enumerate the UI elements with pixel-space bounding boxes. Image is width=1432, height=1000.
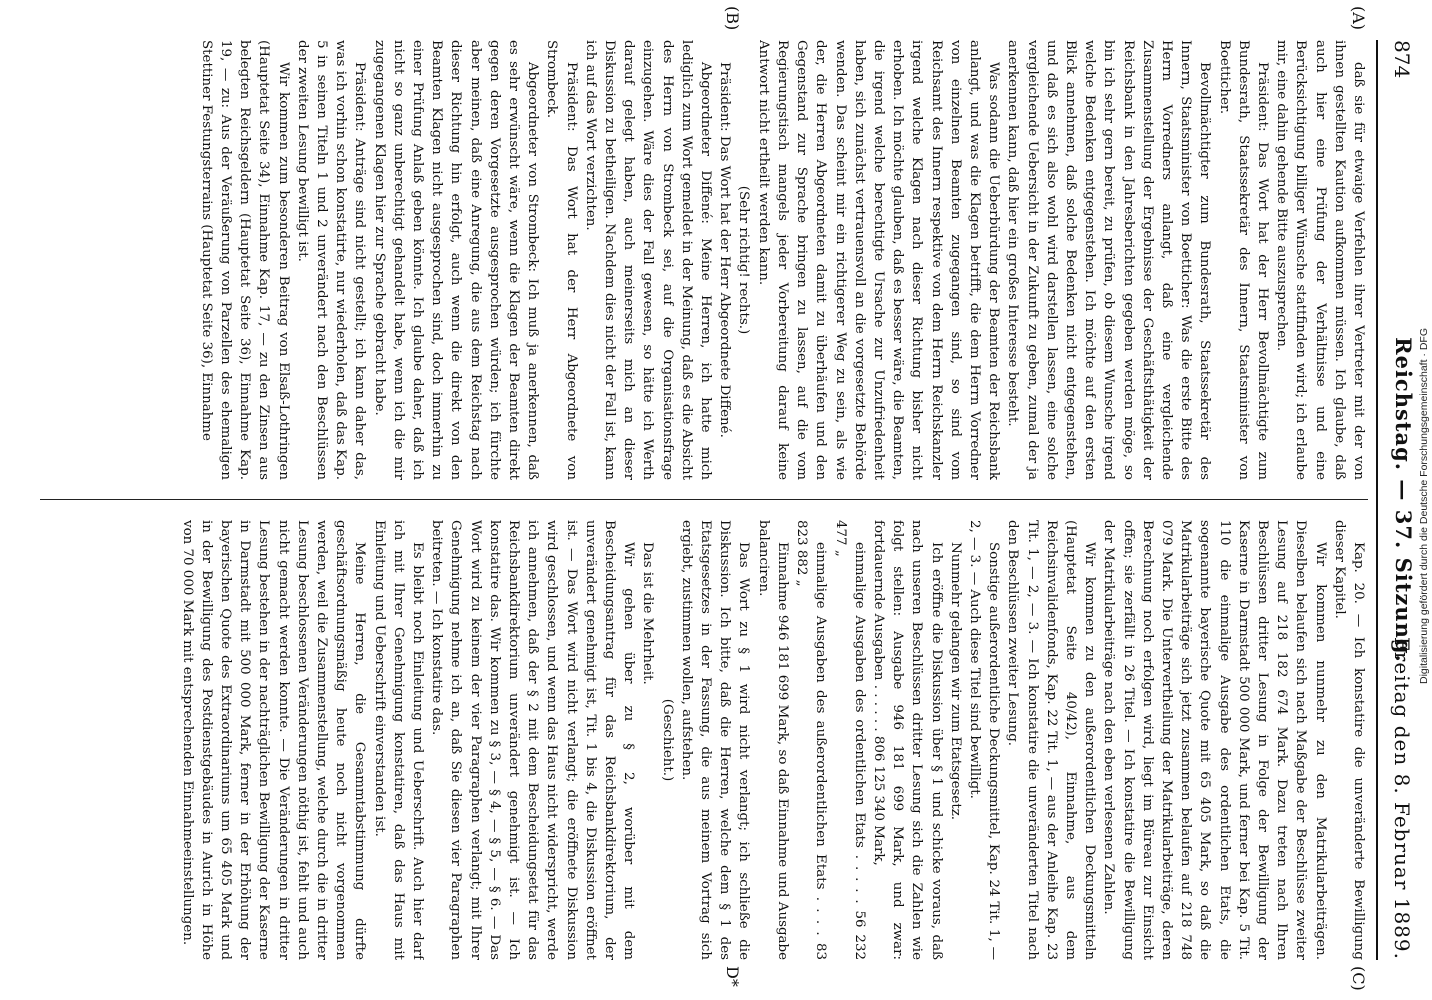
right-paragraph: Meine Herren, die Gesammtabstimmung dürfte geschäftsordnungsmäßig heute noch nicht vorgenommen werden, weil die Zusammenstellung, welche durch die in dritter Lesung beschlossenen Veränderungen nöthig ist, fehlt und auch nicht gemacht werden konnte. — Die Veränderungen in dritter Lesung bestehen in der nachträglichen Bewilligung der Kaserne in Darmstadt mit 500 000 Mark, ferner in der Erhöhung der bayerischen Quote des Extraordinariums um 65 405 Mark und in der Bewilligung des Postdienstgebäudes in Aurich in Höhe von 70 000 Mark mit entsprechenden Einnahmeeinstellungen. — [179, 520, 368, 960]
right-paragraph: Wir gehen über zu § 2, worüber mit dem Bescheidungsantrag für das Reichsbankdirektorium, der unverändert genehmigt ist, Tit. 1 bis 4, die Diskussion eröffnet ist. — Das Wort wird nicht verlangt; die eröffnete Diskussion wird geschlossen, und wenn das Haus nicht widerspricht, werde ich annehmen, daß der § 2 mit dem Bescheidungsetat für das Reichsbankdirektorium unverändert genehmigt ist. — Ich konstatire das. Wir kommen zu § 3, — § 4, — § 5, — § 6. — Das Wort wird zu keinem der vier Paragraphen verlangt; mit Ihrer Genehmigung nehme ich an, daß Sie diesen vier Paragraphen beitreten. — Ich konstatire das. — [429, 520, 637, 960]
page-number: 874 — [1390, 40, 1414, 79]
page-header — [1376, 40, 1418, 960]
left-paragraph: Abgeordneter von Strombeck: Ich muß ja anerkennen, daß es sehr erwünscht wäre, wenn die Klagen der Beamten direkt gegen deren Vorgesetzte ausgesprochen würden; ich fürchte aber meinen, daß eine Anregung, die aus dem Reichstag nach dieser Richtung hin erfolgt, auch wenn die direkt von den Beamten Klagen nicht ausgesprochen sind, doch immerhin zu einer Prüfung Anlaß geben könnte. Ich glaube daher, daß ich nicht so ganz unberechtigt gehandelt habe, wenn ich die mir zugegangenen Klagen hier zur Sprache gebracht habe. — [371, 40, 541, 480]
right-paragraph: Es bleibt noch Einleitung und Ueberschrift. Auch hier darf ich mit Ihrer Genehmigung konstatiren, daß das Haus mit Einleitung und Ueberschrift einverstanden ist. — [371, 520, 426, 960]
right-paragraph: Das ist die Mehrheit. — [640, 542, 656, 685]
left-column — [30, 40, 1368, 480]
right-paragraph: Ich eröffne die Diskussion über § 1 und schicke voraus, daß nach unseren Beschlüssen dritter Lesung sich die Zahlen wie folgt stellen: Ausgabe 946 181 699 Mark, und zwar: fortdauernde Ausgaben . . . . . . 806 125 340 Mark, — [870, 520, 944, 960]
margin-marker-d: D* — [723, 966, 742, 987]
right-paragraph: Nunmehr gelangen wir zum Etatsgesetz. — [947, 542, 963, 821]
session-title: Reichstag. — 37. Sitzung. — [1391, 337, 1416, 663]
right-paragraph: Kap. 20. — Ich konstatire die unveränderte Bewilligung dieser Kapitel. — [1331, 520, 1366, 960]
left-paragraph: Präsident: Anträge sind nicht gestellt; ich kann daher das, was ich vorhin schon konstatirte, nur wiederholen, daß das Kap. 5 in seinen Titeln 1 und 2 unverändert nach den Beschlüssen der zweiten Lesung bewilligt ist. — [294, 40, 368, 480]
left-paragraph: Präsident: Das Wort hat der Herr Bevollmächtigte zum Bundesrath, Staatssekretär des Innern, Staatsminister von Boetticher. — [1216, 40, 1270, 480]
left-paragraph: Abgeordneter Diffené: Meine Herren, ich hatte mich lediglich zum Wort gemeldet in der Meinung, daß es die Absicht des Herrn von Strombeck sei, auf die Organisationsfrage einzugehen. Wäre dies der Fall gewesen, so hätte ich Werth darauf gelegt haben, auch meinerseits mich an dieser Diskussion zu betheiligen. Nachdem dies nicht der Fall ist, kann ich auf das Wort verzichten. — [582, 40, 714, 480]
margin-marker-b: (B) — [723, 6, 742, 31]
column-divider — [40, 499, 1368, 500]
credit-text: Digitalisierung gefördert durch die Deutsche Forschungsgemeinschaft · DFG — [1418, 328, 1430, 685]
left-paragraph: daß sie für etwaige Verfehlen ihrer Vertreter mit der von ihnen gestellten Kaution aufkommen müssen. Ich glaube, daß auch hier eine Prüfung der Verhältnisse und eine Berücksichtigung billiger Wünsche stattfinden wird; ich erlaube mir, eine dahin gehende Bitte auszusprechen. — [1274, 40, 1366, 480]
right-paragraph: (Geschieht.) — [659, 698, 675, 782]
right-paragraph: Einnahme 946 181 699 Mark, so daß Einnahme und Ausgabe balanciren. — [755, 520, 790, 960]
margin-marker-a: (A) — [1349, 6, 1368, 31]
right-column — [30, 520, 1368, 960]
left-paragraph: (Sehr richtig! rechts.) — [736, 185, 752, 335]
left-paragraph: Bevollmächtigter zum Bundesrath, Staatssekretär des Innern, Staatsminister von Boetticher: Was die erste Bitte des Herrn Vorredners anlangt, daß eine vergleichende Zusammenstellung der Ergebnisse der Geschäftsthätigkeit der Reichsbank in den Jahresberichten gegeben werden möge, so bin ich sehr gern bereit, zu prüfen, ob diesem Wunsche irgend welche Bedenken entgegenstehen. Ich möchte auf den ersten Blick annehmen, daß solche Bedenken nicht entgegenstehen, und daß es sich also wohl wird darstellen lassen, eine solche vergleichende Uebersicht in der Zukunft zu geben, zumal der ja anerkennen kann, daß hier ein großes Interesse besteht. — [1005, 40, 1213, 480]
right-paragraph: Wir kommen nunmehr zu den Matrikularbeiträgen. Dieselben belaufen sich nach Maßgabe der Beschlüsse zweiter Lesung auf 218 182 674 Mark. Dazu treten nach Ihren Beschlüssen dritter Lesung in Folge der Bewilligung der Kaserne in Darmstadt 500 000 Mark, und ferner bei Kap. 5 Tit. 110 die einmalige Ausgabe des ordentlichen Etats, die sogenannte bayerische Quote mit 65 405 Mark, so daß die Matrikularbeiträge sich jetzt zusammen belaufen auf 218 748 079 Mark. Die Untervertheilung der Matrikularbeiträge, deren Berechnung noch erfolgen wird, liegt im Büreau zur Einsicht offen; sie zerfällt in 26 Titel. — Ich konstatire die Bewilligung der Matrikularbeiträge nach den eben verlesenen Zahlen. — [1101, 520, 1328, 960]
session-date: Freitag den 8. Februar 1889. — [1390, 636, 1414, 960]
left-paragraph: Präsident: Das Wort hat der Herr Abgeordnete von Strombeck. — [544, 40, 579, 480]
right-paragraph: einmalige Ausgaben des außerordentlichen Etats . . . . 83 823 882 „ — [794, 520, 829, 960]
left-paragraph: Wir kommen zum besonderen Beitrag von Elsaß-Lothringen (Hauptetat Seite 34), Einnahme Kap. 17, — zu den Zinsen aus belegten Reichsgeldern (Hauptetat Seite 36), Einnahme Kap. 19, — zu: Aus der Veräußerung von Parzellen des ehemaligen Stettiner Festungsterrains (Hauptetat Seite 36), Einnahme — [198, 40, 291, 480]
right-paragraph: Das Wort zu § 1 wird nicht verlangt; ich schließe die Diskussion. Ich bitte, daß die Herren, welche dem § 1 des Etatsgesetzes in der Fassung, die aus meinem Vortrag sich ergiebt, zustimmen wollen, aufstehen. — [678, 520, 752, 960]
right-paragraph: einmalige Ausgaben des ordentlichen Etats . . . . . 56 232 477 „ — [832, 520, 867, 960]
right-paragraph: Wir kommen zu den außerordentlichen Deckungsmitteln (Hauptetat Seite 40/42), Einnahme, aus dem Reichsinvalidenfonds, Kap. 22 Tit. 1, — aus der Anleihe Kap. 23 Tit. 1, — 2, — 3. — Ich konstatire die unveränderten Titel nach den Beschlüssen zweiter Lesung. — [1005, 520, 1098, 960]
right-paragraph: Sonstige außerordentliche Deckungsmittel, Kap. 24 Tit. 1, — 2, — 3. — Auch diese Titel sind bewilligt. — [966, 520, 1002, 960]
left-paragraph: Präsident: Das Wort hat der Herr Abgeordnete Diffené. — [717, 62, 733, 438]
margin-marker-c: (C) — [1349, 966, 1368, 991]
left-paragraph: Was sodann die Ueberbürdung der Beamten der Reichsbank anlangt, und was die Klagen betrifft, die dem Herrn Vorredner von einzelnen Beamten zugegangen sind, so sind vom Reichsamt des Innern respektive von dem Herrn Reichskanzler irgend welche Klagen nach dieser Richtung bisher nicht erhoben. Ich möchte glauben, daß es besser wäre, die Beamten, die irgend welche berechtigte Ursache zur Unzufriedenheit haben, sich zunächst vertrauensvoll an die vorgesetzte Behörde wenden. Das scheint mir ein richtigerer Weg zu sein, als wie der, die Herren Abgeordneten damit zu überhäufen und den Gegenstand zur Sprache bringen zu lassen, auf die vom Regierungstisch mangels jeder Vorbereitung darauf keine Antwort nicht ertheilt werden kann. — [755, 40, 1002, 480]
digitization-credit — [1414, 40, 1430, 1000]
